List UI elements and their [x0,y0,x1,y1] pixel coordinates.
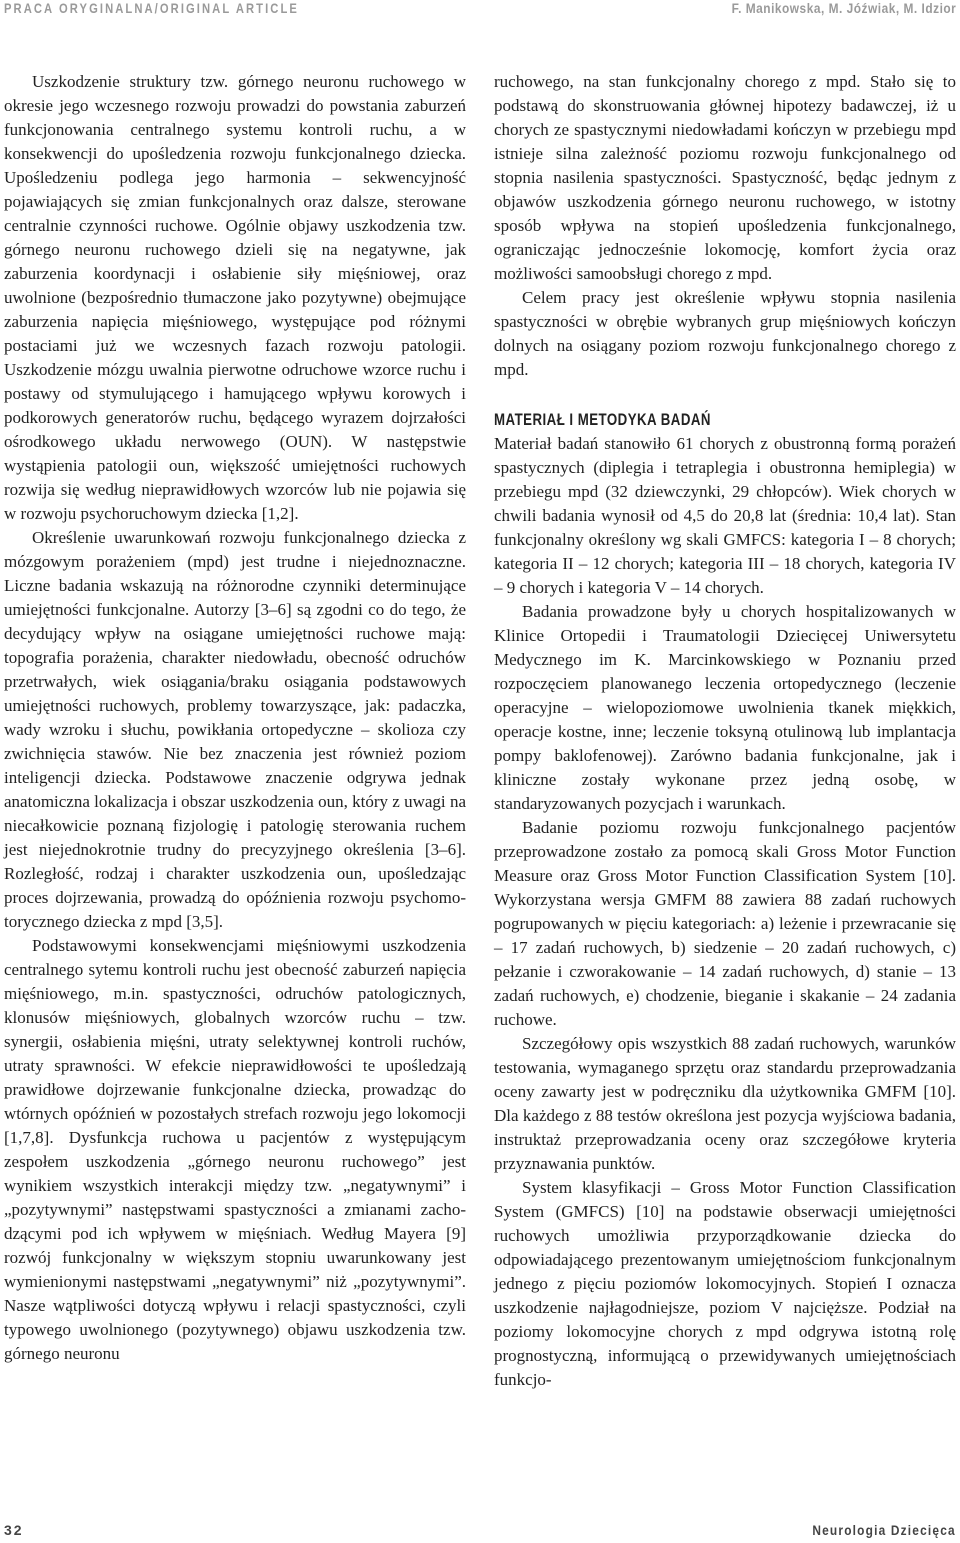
running-header-section-label: PRACA ORYGINALNA/ORIGINAL ARTICLE [4,0,299,16]
running-header-authors: F. Manikowska, M. Jóźwiak, M. Idzior [731,0,956,16]
journal-name: Neurologia Dziecięca [812,1522,956,1538]
body-paragraph: Badanie poziomu rozwoju funkcjonalnego pacjentów przeprowadzone zostało za pomocą skali Gross Motor Function Measure oraz Gross Motor Function Classification System [10]. Wykorzystana wersja GMFM 88 zawiera 88 zadań ruchowych pogrupowanych w pięciu kategoriach: a) leżenie i przewracanie się – 17 zadań ruchowych, b) siedzenie – 20 zadań ruchowych, c) pełzanie i czworakowanie – 14 zadań ruchowych, d) stanie – 13 zadań ruchowych, e) chodzenie, bieganie i skakanie – 24 zadania ruchowe. [494,818,956,1029]
body-paragraph: Celem pracy jest określenie wpływu stopnia nasilenia spastyczności w obrębie wybranych grup mięśniowych kończyn dolnych na osiągany poziom rozwoju funkcjonalnego chorego z mpd. [494,288,956,379]
body-paragraph: Badania prowadzone były u chorych hospitalizowanych w Klinice Ortopedii i Traumatologii Dziecięcej Uniwersytetu Medycznego im K. Marcinkowskiego w Poznaniu przed rozpoczęciem planowanego leczenia ortopedycznego (leczenie operacyjne – wielopoziomowe uwolnienia tkanek miękkich, operacje kostne, inne; leczenie toksyną otulinową lub implantacja pompy baklofenowej). Zarówno badania funkcjonalne, jak i kliniczne zostały wykonane przez jedną osobę, w standaryzowanych pozycjach i warunkach. [494,602,956,813]
left-column [4,70,466,1366]
page-number: 32 [4,1522,24,1538]
body-paragraph: Uszkodzenie struktury tzw. górnego neuronu ruchowego w okresie jego wczesnego rozwoju prowadzi do powstania zaburzeń funkcjonowania centralnego systemu kontroli ruchu, a w konsekwencji do upośledzenia rozwoju funkcjonalnego dziecka. Upośledzeniu podlega jego harmonia – sekwencyjność pojawiających się zmian funkcjonalnych oraz dalsze, sterowane centralnie czynności ruchowe. Ogólnie objawy uszkodzenia tzw. górnego neuronu ruchowego dzieli się na negatywne, jak zaburzenia koordynacji i osłabienie siły mięśniowej, oraz uwolnione (bezpośrednio tłumaczone jako pozytywne) obejmujące zaburzenia napięcia mięśniowego, występujące pod różnymi postaciami już we wczesnych fazach rozwoju patologii. Uszkodzenie mózgu uwalnia pierwotne odruchowe wzorce ruchu i postawy od stymulującego i hamującego wpływu korowych i podkorowych generatorów ruchu, będącego wyrazem dojrzałości ośrodkowego układu nerwowego (OUN). W następstwie wystąpienia patologii oun, większość umiejętności ruchowych rozwija się według nieprawidłowych wzorców lub nie pojawia się w rozwoju psychoruchowym dziecka [1,2]. [4,72,466,523]
section-heading: MATERIAŁ I METODYKA BADAŃ [494,410,711,429]
body-paragraph: Podstawowymi konsekwencjami mięśniowymi uszkodzenia centralnego sytemu kontroli ruchu jest obecność zaburzeń napięcia mięśniowego, m.in. spastyczności, odruchów patologicznych, klonusów mięśniowych, globalnych wzorców ruchu – tzw. synergii, osłabienia mięśni, utraty selektywnej kontroli ruchów, utraty sprawności. W efekcie nieprawidłowości te upośledzają prawidłowe dojrzewanie funkcjonalne dziecka, prowadząc do wtórnych opóźnień w pozostałych strefach rozwoju jego lokomocji [1,7,8]. Dysfunkcja ruchowa u pacjentów z występującym zespołem uszkodzenia „górnego neuronu ruchowego” jest wynikiem wszystkich interakcji między tzw. „negatywnymi” i „pozytywnymi” następstwami spastyczności a zmianami zachodzącymi pod ich wpływem w mięśniach. Według Mayera [9] rozwój funkcjonalny w większym stopniu uwarunkowany jest wymienionymi następstwami „negatywnymi” niż „pozytywnymi”. Nasze wątpliwości dotyczą wpływu i relacji spastyczności, czyli typowego uwolnionego (pozytywnego) objawu uszkodzenia tzw. górnego neuronu [4,936,466,1363]
right-column [494,70,956,1392]
body-paragraph: Materiał badań stanowiło 61 chorych z obustronną formą porażeń spastycznych (diplegia i tetraplegia i obustronna hemiplegia) w przebiegu mpd (32 dziewczynki, 29 chłopców). Wiek chorych w chwili badania wynosił od 4,5 do 20,8 lat (średnia: 10,4 lat). Stan funkcjonalny określony wg skali GMFCS: kategoria I – 8 chorych; kategoria II – 12 chorych; kategoria III – 18 chorych, kategoria IV – 9 chorych i kategoria V – 14 chorych. [494,434,956,597]
body-paragraph-continued: ruchowego, na stan funkcjonalny chorego z mpd. Stało się to podstawą do skonstruowania głównej hipotezy badawczej, iż u chorych ze spastycznymi niedowładami kończyn w przebiegu mpd istnieje silna zależność poziomu rozwoju funkcjonalnego od stopnia nasilenia spastyczności. Spastyczność, będąc jednym z objawów uszkodzenia górnego neuronu ruchowego, w istotny sposób wpływa na stopień upośledzenia funkcjonalnego, ograniczając jednocześnie lokomocję, komfort życia oraz możliwości samoobsługi chorego z mpd. [494,72,956,283]
body-paragraph: Szczegółowy opis wszystkich 88 zadań ruchowych, warunków testowania, wymaganego sprzętu oraz standardu przeprowadzania oceny zawarty jest w podręczniku dla użytkownika GMFM [10]. Dla każdego z 88 testów określona jest pozycja wyjściowa badania, instruktaż przeprowadzania oceny oraz szczegółowe kryteria przyznawania punktów. [494,1034,956,1173]
body-paragraph: Określenie uwarunkowań rozwoju funkcjonalnego dziecka z mózgowym porażeniem (mpd) jest trudne i niejednoznaczne. Liczne badania wskazują na różnorodne czynniki determinujące umiejętności funkcjonalne. Autorzy [3–6] są zgodni co do tego, że decydujący wpływ na osiągane umiejętności ruchowe mają: topografia porażenia, charakter niedowładu, obecność odruchów przetrwałych, wiek osiągania/braku osiągania podstawowych umiejętności ruchowych, problemy towarzyszące, jak: padaczka, wady wzroku i słuchu, powikłania ortopedyczne – skolioza czy zwichnięcia stawów. Nie bez znaczenia jest również poziom inteligencji dziecka. Podstawowe znaczenie odgrywa jednak anatomiczna lokalizacja i obszar uszkodzenia oun, który z uwagi na niecałkowicie poznaną fizjologię i patologię sterowania ruchem jest niejednokrotnie trudny do precyzyjnego określenia [3–6]. Rozległość, rodzaj i charakter uszkodzenia oun, upośledzając proces dojrzewania, prowadzą do opóźnienia rozwoju psychomotorycznego dziecka z mpd [3,5]. [4,528,466,931]
body-paragraph: System klasyfikacji – Gross Motor Function Classification System (GMFCS) [10] na podstawie obserwacji umiejętności ruchowych umożliwia przyporządkowanie dziecka do odpowiadającego prezentowanym umiejętnościom funkcjonalnym jednego z pięciu poziomów lokomocyjnych. Stopień I oznacza uszkodzenie najłagodniejsze, poziom V najcięższe. Podział na poziomy lokomocyjne chorych z mpd odgrywa istotną rolę prognostyczną, informującą o przewidywanych umiejętnościach funkcjo- [494,1178,956,1389]
